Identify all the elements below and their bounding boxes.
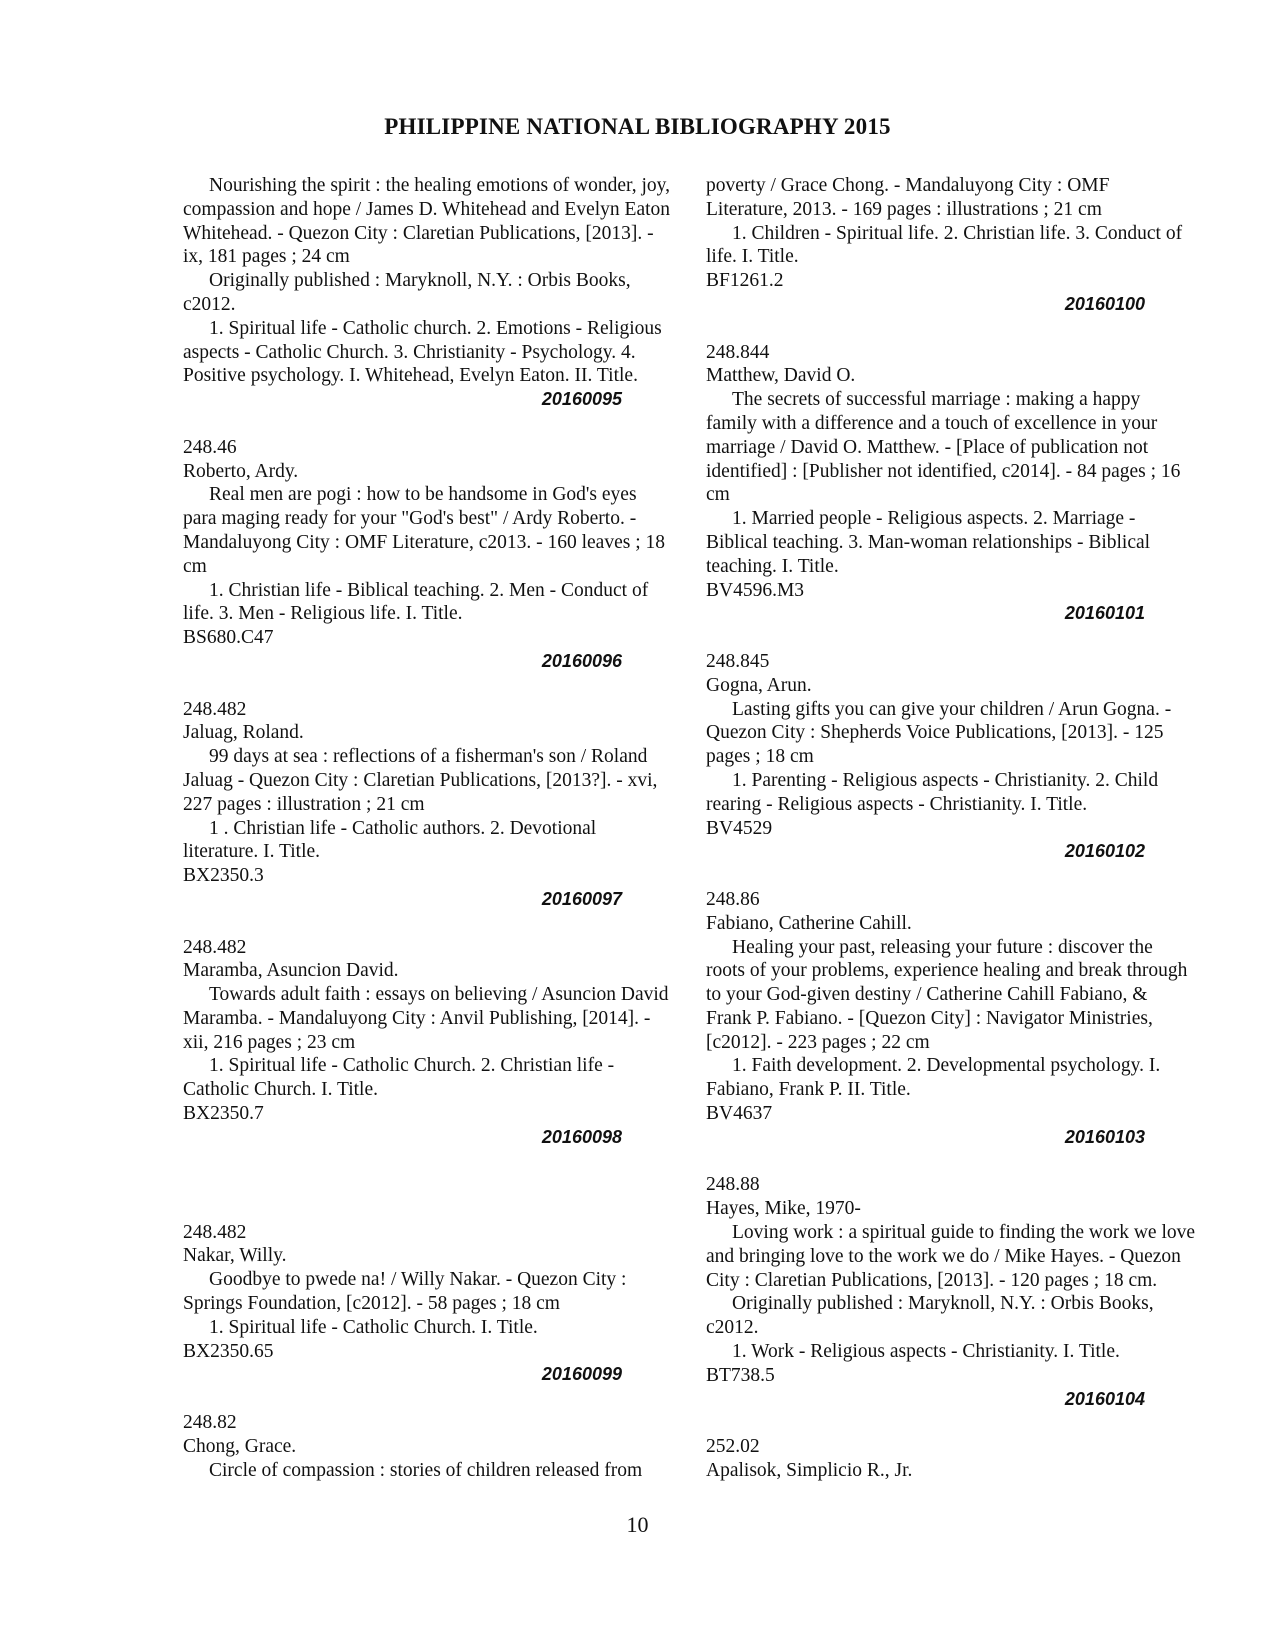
entry-call-number: BV4529 [706,817,773,839]
entry-description: Circle of compassion : stories of children released from [209,1459,643,1481]
entry-subjects: 1. Work - Religious aspects - Christianity. I. Title. [732,1341,1120,1363]
entry-subjects: 1 . Christian life - Catholic authors. 2. Devotional literature. I. Title. [183,817,597,863]
bib-entry [183,698,673,912]
entry-number: 20160095 [541,389,622,410]
entry-subjects: 1. Christian life - Biblical teaching. 2. Men - Conduct of life. 3. Men - Religious life. I. Title. [183,579,649,625]
entry-number: 20160099 [541,1364,622,1385]
entry-class-number: 248.482 [183,936,247,958]
entry-author: Maramba, Asuncion David. [183,960,399,982]
entry-author: Chong, Grace. [183,1435,297,1457]
entry-description: poverty / Grace Chong. - Mandaluyong City : OMF Literature, 2013. - 169 pages : illustrations ; 21 cm [706,175,1110,220]
entry-author: Fabiano, Catherine Cahill. [706,912,912,934]
entry-call-number: BX2350.7 [183,1103,264,1125]
entry-subjects: 1. Faith development. 2. Developmental psychology. I. Fabiano, Frank P. II. Title. [706,1055,1161,1101]
entry-author: Hayes, Mike, 1970- [706,1198,861,1220]
entry-author: Roberto, Ardy. [183,460,299,482]
entry-class-number: 248.88 [706,1174,760,1196]
entry-class-number: 248.482 [183,698,247,720]
entry-call-number: BF1261.2 [706,270,784,292]
entry-author: Nakar, Willy. [183,1245,287,1267]
entry-call-number: BV4637 [706,1103,773,1125]
page-title: PHILIPPINE NATIONAL BIBLIOGRAPHY 2015 [384,114,891,139]
bib-entry [706,174,1196,317]
entry-number: 20160102 [1064,841,1145,862]
entry-number: 20160096 [541,650,622,671]
right-column [706,174,1196,1483]
entry-class-number: 248.845 [706,650,770,672]
entry-number: 20160101 [1064,603,1145,624]
bib-entry [706,650,1196,864]
entry-description: Goodbye to pwede na! / Willy Nakar. - Quezon City : Springs Foundation, [c2012]. - 58 pages ; 18 cm [183,1269,627,1315]
bib-entry [706,888,1196,1150]
entry-class-number: 248.482 [183,1221,247,1243]
entry-note: Originally published : Maryknoll, N.Y. : Orbis Books, c2012. [183,270,631,315]
entry-call-number: BX2350.65 [183,1340,274,1362]
entry-author: Matthew, David O. [706,365,856,387]
entry-call-number: BX2350.3 [183,865,264,887]
entry-subjects: 1. Children - Spiritual life. 2. Christian life. 3. Conduct of life. I. Title. [706,222,1183,268]
entry-description: Real men are pogi : how to be handsome in God's eyes para maging ready for your "God's best" / Ardy Roberto. - Mandaluyong City : OMF Literature, c2013. - 160 leaves ; 18 cm [183,484,665,577]
bib-entry [183,936,673,1150]
bib-entry [706,1435,1196,1483]
entry-class-number: 248.46 [183,436,237,458]
entry-description: Nourishing the spirit : the healing emotions of wonder, joy, compassion and hope / James D. Whitehead and Evelyn Eaton Whitehead. - Quezon City : Claretian Publications, [2013]. - ix, 181 pages ; 24 cm [183,175,671,268]
entry-number: 20160098 [541,1126,622,1147]
entry-call-number: BS680.C47 [183,627,274,649]
entry-subjects: 1. Spiritual life - Catholic church. 2. Emotions - Religious aspects - Catholic Church. 3. Christianity - Psychology. 4. Positive psychology. I. Whitehead, Evelyn Eaton. II. Title. [183,317,662,387]
entry-class-number: 248.86 [706,888,760,910]
entry-class-number: 248.82 [183,1412,237,1434]
entry-subjects: 1. Spiritual life - Catholic Church. I. Title. [209,1316,538,1338]
entry-call-number: BT738.5 [706,1364,775,1386]
entry-number: 20160103 [1064,1126,1145,1147]
entry-author: Gogna, Arun. [706,674,812,696]
page-number: 10 [626,1512,649,1537]
entry-note: Originally published : Maryknoll, N.Y. : Orbis Books, c2012. [706,1293,1154,1339]
entry-number: 20160100 [1064,293,1145,314]
entry-subjects: 1. Parenting - Religious aspects - Christianity. 2. Child rearing - Religious aspects - Christianity. I. Title. [706,769,1159,815]
bib-entry [706,1173,1196,1411]
entry-description: The secrets of successful marriage : making a happy family with a difference and a touch of excellence in your marriage / David O. Matthew. - [Place of publication not identified] : [Publisher not identified, c2014]. - 84 pages ; 16 cm [706,389,1181,506]
bib-entry [183,1411,673,1482]
entry-number: 20160104 [1064,1388,1145,1409]
entry-author: Jaluag, Roland. [183,722,304,744]
entry-class-number: 248.844 [706,341,770,363]
entry-subjects: 1. Spiritual life - Catholic Church. 2. Christian life - Catholic Church. I. Title. [183,1055,615,1101]
entry-description: 99 days at sea : reflections of a fisherman's son / Roland Jaluag - Quezon City : Claretian Publications, [2013?]. - xvi, 227 pages : illustration ; 21 cm [183,746,658,815]
entry-class-number: 252.02 [706,1436,760,1458]
entry-description: Loving work : a spiritual guide to finding the work we love and bringing love to the work we do / Mike Hayes. - Quezon City : Claretian Publications, [2013]. - 120 pages ; 18 cm. [706,1222,1196,1291]
left-column [183,174,673,1482]
entry-author: Apalisok, Simplicio R., Jr. [706,1460,913,1482]
entry-description: Lasting gifts you can give your children / Arun Gogna. - Quezon City : Shepherds Voice Publications, [2013]. - 125 pages ; 18 cm [706,698,1172,768]
entry-number: 20160097 [541,888,622,909]
bib-entry [183,174,673,412]
entry-description: Towards adult faith : essays on believing / Asuncion David Maramba. - Mandaluyong City : Anvil Publishing, [2014]. - xii, 216 pages ; 23 cm [183,984,669,1053]
bib-entry [706,341,1196,627]
entry-call-number: BV4596.M3 [706,579,805,601]
bib-entry [183,436,673,674]
bib-entry [183,1221,673,1388]
entry-description: Healing your past, releasing your future : discover the roots of your problems, experience healing and break through to your God-given destiny / Catherine Cahill Fabiano, & Frank P. Fabiano. - [Quezon City] : Navigator Ministries, [c2012]. - 223 pages ; 22 cm [706,936,1188,1053]
entry-subjects: 1. Married people - Religious aspects. 2. Marriage - Biblical teaching. 3. Man-woman relationships - Biblical teaching. I. Title. [706,508,1151,577]
